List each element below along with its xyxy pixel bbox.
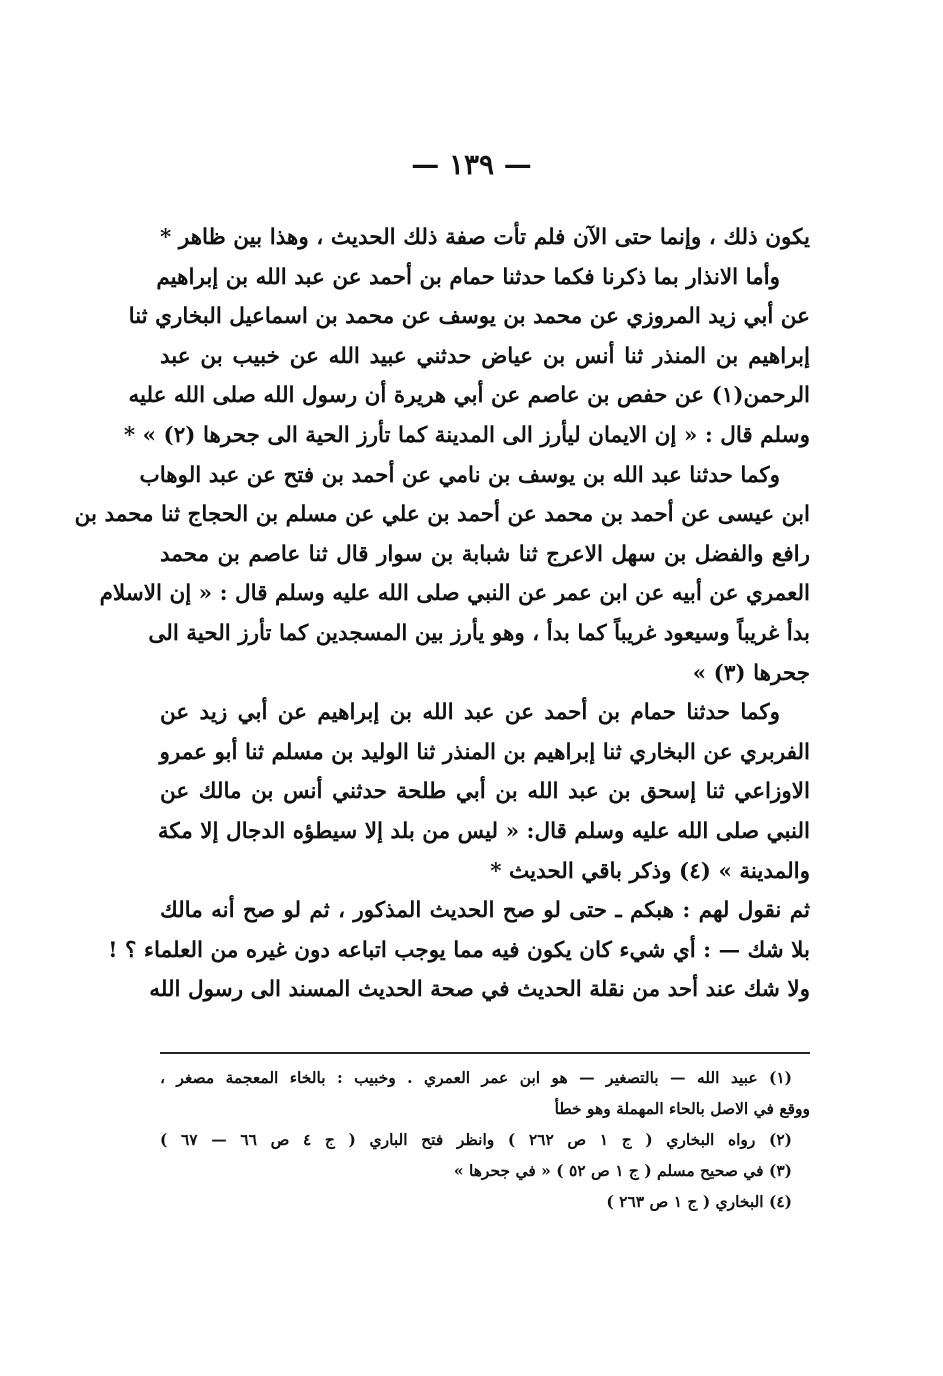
text-line: جحرها (٣) » [692, 660, 810, 686]
text-line: يكون ذلك ، وإنما حتى الآن فلم تأت صفة ذلك الحديث ، وهذا بين ظاهر * [160, 225, 810, 250]
text-line: ثم نقول لهم : هبكم ـ حتى لو صح الحديث المذكور ، ثم لو صح أنه مالك [160, 898, 810, 924]
text-line: ابن عيسى عن أحمد بن محمد عن أحمد بن علي عن مسلم بن الحجاج ثنا محمد بن [74, 502, 810, 528]
text-line: إبراهيم بن المنذر ثنا أنس بن عياض حدثني عبيد الله عن خبيب بن عبد [160, 343, 810, 369]
footnote-line: (٤) البخاري ( ج ١ ص ٢٦٣ ) [606, 1192, 792, 1211]
text-line: بلا شك — : أي شيء كان يكون فيه مما يوجب اتباعه دون غيره من العلماء ؟ ! [108, 937, 810, 963]
footnote-line: (٣) في صحيح مسلم ( ج ١ ص ٥٢ ) « في جحرها » [453, 1161, 792, 1180]
text-line: وسلم قال : « إن الايمان ليأرز الى المدينة كما تأرز الحية الى جحرها (٢) » * [123, 422, 810, 448]
text-line: بدأ غريباً وسيعود غريباً كما بدأ ، وهو يأرز بين المسجدين كما تأرز الحية الى [148, 620, 810, 646]
text-line: ولا شك عند أحد من نقلة الحديث في صحة الحديث المسند الى رسول الله [149, 977, 810, 1003]
text-line: النبي صلى الله عليه وسلم قال: « ليس من بلد إلا سيطؤه الدجال إلا مكة [157, 818, 810, 844]
body-text [74, 218, 810, 1010]
text-line: رافع والفضل بن سهل الاعرج ثنا شبابة بن سوار قال ثنا عاصم بن محمد [160, 541, 810, 567]
text-line: الفربري عن البخاري ثنا إبراهيم بن المنذر ثنا الوليد بن مسلم ثنا أبو عمرو [159, 739, 810, 765]
text-line: وكما حدثنا عبد الله بن يوسف بن نامي عن أحمد بن فتح عن عبد الوهاب [139, 462, 780, 488]
footnote-line: (٢) رواه البخاري ( ج ١ ص ٢٦٢ ) وانظر فتح الباري ( ج ٤ ص ٦٦ — ٦٧ ) [160, 1130, 792, 1149]
text-line: الاوزاعي ثنا إسحق بن عبد الله بن أبي طلحة حدثني أنس بن مالك عن [160, 779, 810, 805]
page-number: — ١٣٩ — [411, 148, 532, 181]
text-line: العمري عن أبيه عن ابن عمر عن النبي صلى الله عليه وسلم قال : « إن الاسلام [99, 581, 810, 607]
text-line: وكما حدثنا حمام بن أحمد عن عبد الله بن إبراهيم عن أبي زيد عن [160, 700, 780, 726]
text-line: الرحمن(١) عن حفص بن عاصم عن أبي هريرة أن رسول الله صلى الله عليه [128, 383, 810, 409]
text-line: عن أبي زيد المروزي عن محمد بن يوسف عن محمد بن اسماعيل البخاري ثنا [128, 304, 810, 330]
footnote-line: ووقع في الاصل بالحاء المهملة وهو خطأ [554, 1099, 810, 1118]
text-line: والمدينة » (٤) وذكر باقي الحديث * [490, 858, 810, 884]
footnote-line: (١) عبيد الله — بالتصغير — هو ابن عمر العمري . وخبيب : بالخاء المعجمة مصغر ، [160, 1068, 792, 1087]
footnote-rule [160, 1052, 810, 1054]
footnotes [160, 1062, 810, 1217]
text-line: وأما الانذار بما ذكرنا فكما حدثنا حمام بن أحمد عن عبد الله بن إبراهيم [156, 264, 780, 290]
